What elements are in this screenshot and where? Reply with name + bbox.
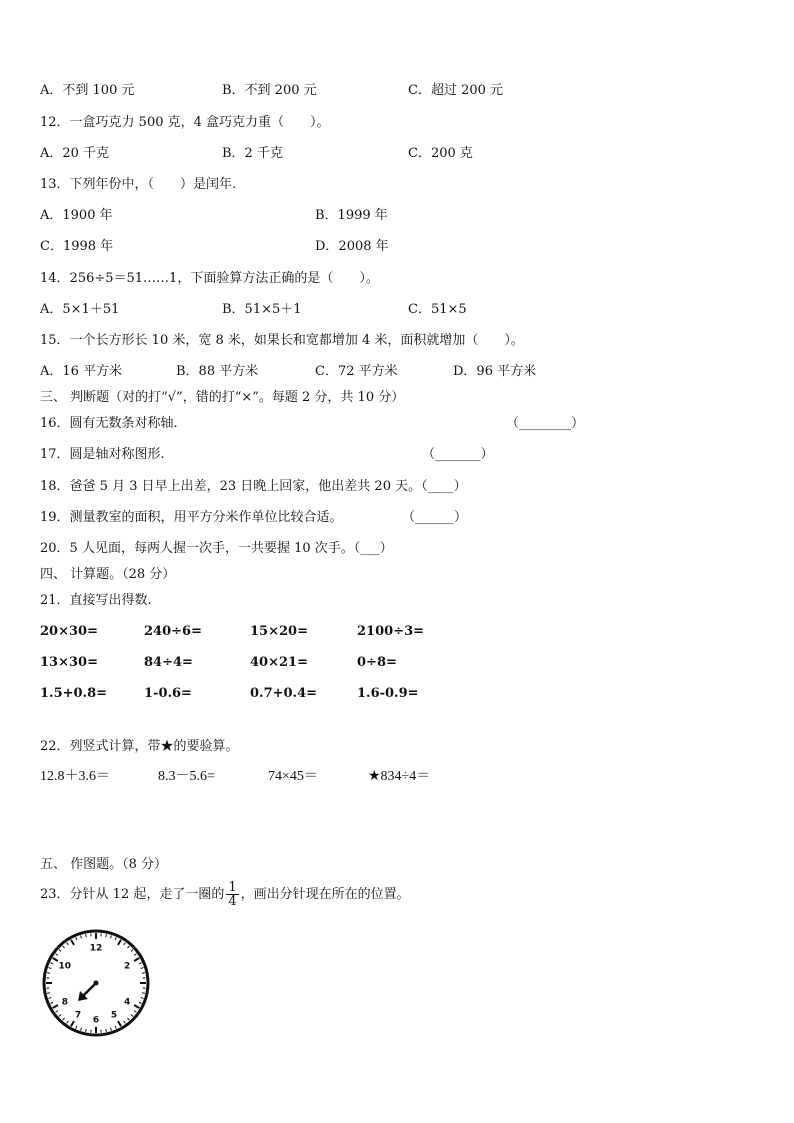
q19-stem: 19．测量教室的面积，用平方分米作单位比较合适。 bbox=[40, 510, 343, 525]
clock-number-10: 10 bbox=[58, 961, 72, 972]
q16-stem: 16．圆有无数条对称轴. bbox=[40, 416, 178, 431]
q22-item-2: 8.3－5.6= bbox=[158, 769, 215, 784]
q13-option-c: C．1998 年 bbox=[40, 239, 114, 254]
q23-suffix: ，画出分针现在所在的位置。 bbox=[240, 887, 410, 902]
q21-r1-c3: 15×20= bbox=[250, 624, 308, 639]
q14-stem: 14．256÷5＝51……1，下面验算方法正确的是（ ）。 bbox=[40, 271, 379, 286]
q22-item-4: ★834÷4＝ bbox=[368, 769, 431, 784]
q21-r3-c1: 1.5+0.8= bbox=[40, 686, 108, 701]
q15-stem: 15．一个长方形长 10 米，宽 8 米，如果长和宽都增加 4 米，面积就增加（ ）。 bbox=[40, 333, 524, 348]
q12-stem: 12．一盒巧克力 500 克，4 盒巧克力重（ ）。 bbox=[40, 115, 330, 130]
q18-stem bbox=[40, 478, 467, 496]
q11-option-c: C．超过 200 元 bbox=[408, 83, 504, 98]
q18-stem-text: 18．爸爸 5 月 3 日早上出差，23 日晚上回家，他出差共 20 天。 bbox=[40, 479, 422, 494]
q12-option-c: C．200 克 bbox=[408, 146, 473, 161]
q20-stem bbox=[40, 540, 393, 558]
q20-stem-text: 20．5 人见面，每两人握一次手，一共要握 10 次手。 bbox=[40, 541, 354, 556]
q21-r3-c4: 1.6-0.9= bbox=[357, 686, 419, 701]
q15-option-b: B．88 平方米 bbox=[176, 364, 259, 379]
q12-option-b: B．2 千克 bbox=[222, 146, 283, 161]
q21-r2-c2: 84÷4= bbox=[144, 655, 193, 670]
clock-face bbox=[40, 927, 152, 1039]
clock-minute-tick bbox=[86, 1029, 87, 1032]
q13-option-d: D．2008 年 bbox=[315, 239, 389, 254]
q13-option-a: A．1900 年 bbox=[40, 208, 113, 223]
clock-minute-tick bbox=[86, 934, 87, 937]
clock-minute-tick bbox=[47, 993, 50, 994]
q21-r1-c4: 2100÷3= bbox=[357, 624, 425, 639]
q20-blank: （___） bbox=[353, 541, 393, 556]
q13-stem: 13．下列年份中，（ ）是闰年. bbox=[40, 177, 237, 192]
q23-fraction-numerator: 1 bbox=[228, 880, 237, 895]
q14-option-a: A．5×1＋51 bbox=[40, 302, 120, 317]
q13-option-b: B．1999 年 bbox=[315, 208, 388, 223]
clock-number-2: 2 bbox=[124, 961, 131, 972]
q16-blank: （________） bbox=[506, 416, 585, 431]
q19-blank: （______） bbox=[402, 510, 468, 525]
q21-r1-c2: 240÷6= bbox=[144, 624, 202, 639]
q21-r2-c3: 40×21= bbox=[250, 655, 308, 670]
q15-option-a: A．16 平方米 bbox=[40, 364, 123, 379]
q22-item-3: 74×45＝ bbox=[268, 769, 318, 784]
q14-option-c: C．51×5 bbox=[408, 302, 467, 317]
q23-fraction bbox=[226, 881, 238, 908]
q17-stem: 17．圆是轴对称图形. bbox=[40, 447, 165, 462]
q17-blank: （_______） bbox=[422, 447, 494, 462]
q21-r1-c1: 20×30= bbox=[40, 624, 98, 639]
q23-fraction-denominator: 4 bbox=[228, 894, 237, 909]
clock-minute-tick bbox=[106, 1029, 107, 1032]
clock-minute-tick bbox=[142, 993, 145, 994]
clock-number-4: 4 bbox=[124, 997, 131, 1008]
clock-minute-tick bbox=[142, 973, 145, 974]
section5-title: 五、 作图题。（8 分） bbox=[40, 857, 168, 872]
clock-number-8: 8 bbox=[61, 997, 68, 1008]
q11-option-a: A．不到 100 元 bbox=[40, 83, 135, 98]
q21-stem: 21．直接写出得数. bbox=[40, 593, 152, 608]
q21-r3-c2: 1-0.6= bbox=[144, 686, 192, 701]
q21-r2-c4: 0÷8= bbox=[357, 655, 397, 670]
section3-title: 三、 判断题（对的打“√”，错的打“×”。每题 2 分，共 10 分） bbox=[40, 390, 405, 405]
q15-option-d: D．96 平方米 bbox=[453, 364, 537, 379]
q15-option-c: C．72 平方米 bbox=[315, 364, 398, 379]
q18-blank: （____） bbox=[421, 479, 467, 494]
clock-minute-tick bbox=[47, 973, 50, 974]
section4-title: 四、 计算题。（28 分） bbox=[40, 567, 176, 582]
clock-number-7: 7 bbox=[74, 1010, 82, 1021]
q21-r2-c1: 13×30= bbox=[40, 655, 98, 670]
clock-minute-tick bbox=[106, 934, 107, 937]
q12-option-a: A．20 千克 bbox=[40, 146, 110, 161]
clock-center bbox=[94, 981, 99, 986]
q14-option-b: B．51×5＋1 bbox=[222, 302, 302, 317]
clock-number-6: 6 bbox=[92, 1015, 100, 1026]
clock-number-12: 12 bbox=[89, 943, 103, 954]
q22-stem: 22．列竖式计算，带★的要验算。 bbox=[40, 739, 239, 754]
q23-prefix: 23．分针从 12 起，走了一圈的 bbox=[40, 887, 225, 902]
q21-r3-c3: 0.7+0.4= bbox=[250, 686, 318, 701]
clock-number-5: 5 bbox=[110, 1010, 118, 1021]
q11-option-b: B．不到 200 元 bbox=[222, 83, 317, 98]
q23-stem bbox=[40, 880, 410, 910]
q22-item-1: 12.8＋3.6＝ bbox=[40, 769, 110, 784]
